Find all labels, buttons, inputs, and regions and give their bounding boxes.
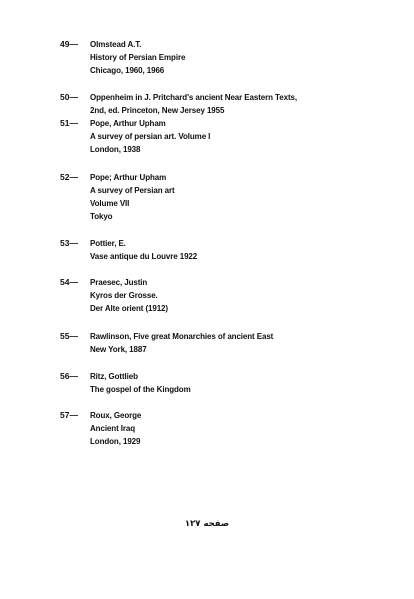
entry-line: A survey of persian art. Volume I (90, 132, 211, 141)
entry-line: New York, 1887 (90, 345, 147, 354)
entry-number: 55— (60, 331, 78, 341)
entry-line: 2nd, ed. Princeton, New Jersey 1955 (90, 106, 225, 115)
entry-line: Rawlinson, Five great Monarchies of ancient East (90, 332, 274, 341)
entry-line: Volume VII (90, 199, 130, 208)
entry-line: History of Persian Empire (90, 53, 186, 62)
entry-line: Roux, George (90, 411, 142, 420)
entry-number: 53— (60, 238, 78, 248)
entry-line: Oppenheim in J. Pritchard's ancient Near Eastern Texts, (90, 93, 297, 102)
entry-line: Pottier, E. (90, 239, 126, 248)
entry-number: 57— (60, 410, 78, 420)
entry-line: Pope, Arthur Upham (90, 119, 166, 128)
entry-line: London, 1929 (90, 437, 141, 446)
entry-line: Pope; Arthur Upham (90, 173, 167, 182)
entry-number: 54— (60, 277, 78, 287)
entry-line: The gospel of the Kingdom (90, 385, 191, 394)
entry-line: Der Alte orient (1912) (90, 304, 168, 313)
entry-line: Ritz, Gottlieb (90, 372, 138, 381)
page-number-footer: صفحه ۱۲۷ (184, 519, 230, 529)
entry-number: 50— (60, 92, 78, 102)
entry-line: A survey of Persian art (90, 186, 175, 195)
entry-line: Chicago, 1960, 1966 (90, 66, 165, 75)
entry-number: 49— (60, 39, 78, 49)
entry-number: 51— (60, 118, 78, 128)
entry-line: Praesec, Justin (90, 278, 148, 287)
entry-line: Tokyo (90, 212, 113, 221)
entry-line: Vase antique du Louvre 1922 (90, 252, 198, 261)
entry-line: Olmstead A.T. (90, 40, 142, 49)
entry-line: London, 1938 (90, 145, 141, 154)
entry-number: 52— (60, 172, 78, 182)
entry-line: Kyros der Grosse. (90, 291, 158, 300)
entry-number: 56— (60, 371, 78, 381)
entry-line: Ancient Iraq (90, 424, 136, 433)
